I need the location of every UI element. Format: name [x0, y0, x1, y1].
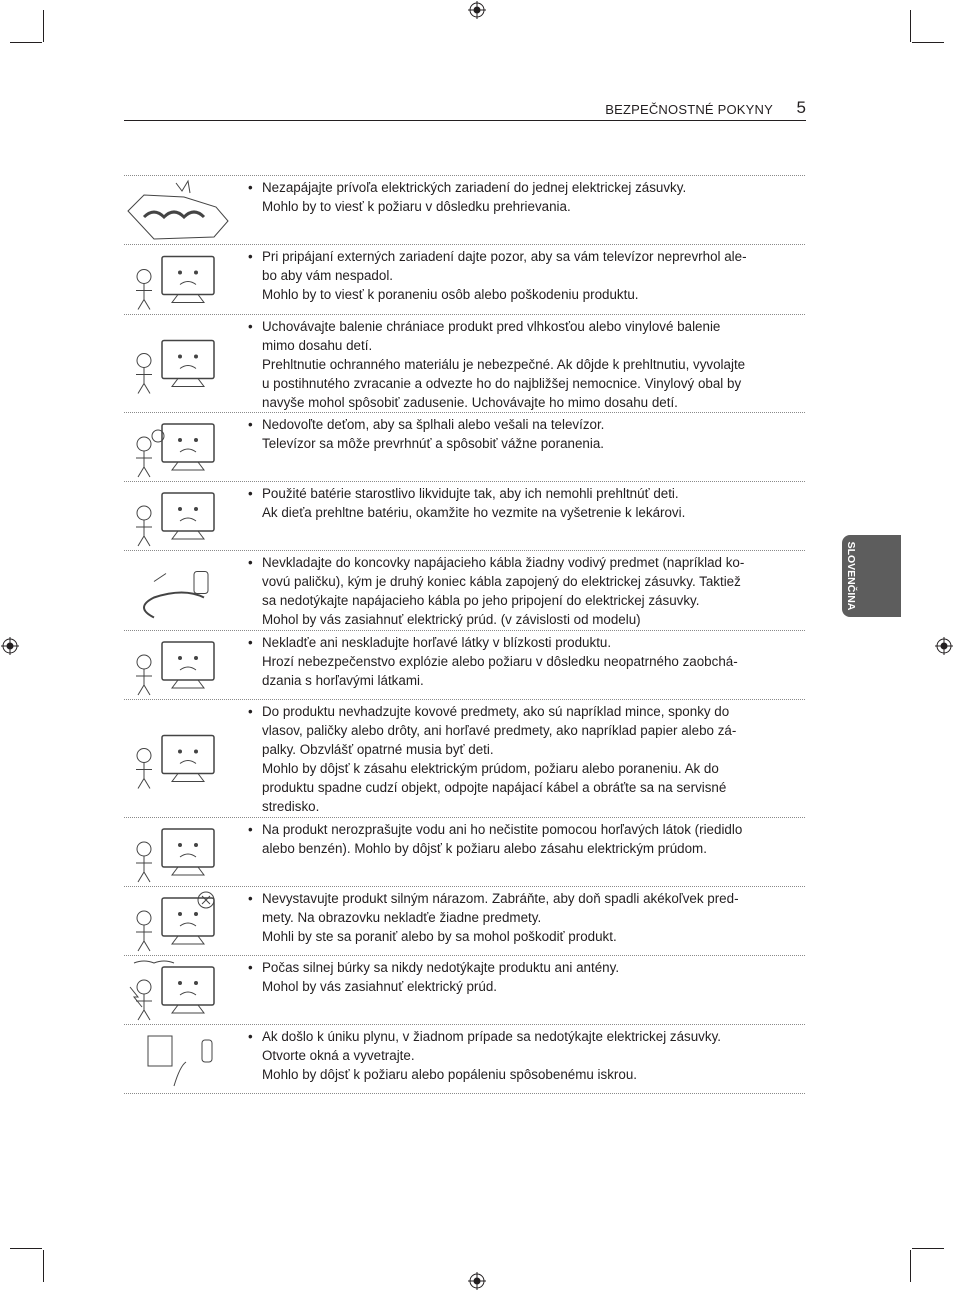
registration-mark-icon [468, 1272, 486, 1290]
instruction-text [248, 245, 805, 304]
instruction-line: u postihnutého zvracanie a odvezte ho do najbližšej nemocnice. Vinylový obal by [262, 376, 742, 392]
overloaded-outlet-icon [124, 176, 236, 244]
bullet-item [248, 247, 805, 304]
instruction-text [248, 413, 805, 453]
metal-objects-tv-icon [124, 700, 236, 817]
instruction-row [124, 550, 805, 630]
instruction-line: Prehltnutie ochranného materiálu je nebezpečné. Ak dôjde k prehltnutiu, vyvolajte [262, 357, 746, 373]
instruction-row [124, 175, 805, 244]
crop-mark [912, 42, 944, 43]
bullet-item [248, 633, 805, 690]
instruction-line: • Použité batérie starostlivo likvidujte tak, aby ich nemohli prehltnúť deti. [262, 486, 679, 501]
instruction-row [124, 412, 805, 481]
instruction-line: Mohlo by dôjsť k zásahu elektrickým prúdom, požiaru alebo poraneniu. Ak do [262, 761, 719, 777]
instruction-line: • Nevystavujte produkt silným nárazom. Zabráňte, aby doň spadli akékoľvek pred- [262, 891, 739, 906]
instruction-line: navyše mohol spôsobiť zadusenie. Uchovávajte ho mimo dosahu detí. [262, 395, 678, 411]
crop-mark [10, 42, 42, 43]
instruction-line: • Nekladťe ani neskladujte horľavé látky v blízkosti produktu. [262, 635, 612, 650]
instruction-line: Mohol by vás zasiahnuť elektrický prúd. [262, 979, 498, 995]
child-climbing-tv-icon [124, 413, 236, 481]
instruction-row [124, 314, 805, 412]
instruction-row [124, 1024, 805, 1094]
crop-mark [43, 1250, 44, 1282]
page-header [124, 98, 806, 121]
instruction-line: Mohlo by to viesť k poraneniu osôb alebo poškodeniu produktu. [262, 287, 639, 303]
instruction-row [124, 699, 805, 817]
language-tab-label: SLOVENČINA [845, 541, 857, 611]
bullet-item [248, 178, 805, 216]
bullet-item [248, 889, 805, 946]
instruction-row [124, 955, 805, 1024]
bullet-item [248, 1027, 805, 1084]
gas-leak-outlet-icon [124, 1025, 236, 1093]
instruction-line: stredisko. [262, 799, 320, 815]
power-cord-plug-icon [124, 551, 236, 630]
crop-mark [10, 1248, 42, 1249]
tv-tipping-child-icon [124, 245, 236, 314]
instruction-line: • Pri pripájaní externých zariadení dajte pozor, aby sa vám televízor neprevrhol ale- [262, 249, 747, 264]
section-title: BEZPEČNOSTNÉ POKYNY [605, 102, 773, 117]
instruction-row [124, 630, 805, 699]
registration-mark-icon [1, 637, 19, 655]
bullet-item [248, 702, 805, 817]
crop-mark [912, 1248, 944, 1249]
instruction-line: dzania s horľavými látkami. [262, 673, 424, 689]
instruction-text [248, 818, 805, 858]
instruction-line: sa nedotýkajte napájacieho kábla po jeho pripojení do elektrickej zásuvky. [262, 593, 700, 609]
bullet-item [248, 958, 805, 996]
crop-mark [910, 1250, 911, 1282]
instruction-line: Otvorte okná a vyvetrajte. [262, 1048, 415, 1064]
instruction-line: Hrozí nebezpečenstvo explózie alebo požiaru v dôsledku neopatrného zaobchá- [262, 654, 738, 670]
instruction-line: alebo benzén). Mohlo by dôjsť k požiaru alebo zásahu elektrickým prúdom. [262, 841, 707, 857]
packaging-child-icon [124, 315, 236, 412]
flammable-substance-icon [124, 631, 236, 699]
crop-mark [910, 10, 911, 42]
bullet-item [248, 820, 805, 858]
instruction-line: bo aby vám nespadol. [262, 268, 394, 284]
instruction-text [248, 956, 805, 996]
instruction-line: • Ak došlo k úniku plynu, v žiadnom prípade sa nedotýkajte elektrickej zásuvky. [262, 1029, 721, 1044]
instruction-line: mety. Na obrazovku nekladťe žiadne predmety. [262, 910, 542, 926]
instruction-text [248, 1025, 805, 1084]
instruction-line: palky. Obzvlášť opatrné musia byť deti. [262, 742, 494, 758]
instruction-text [248, 176, 805, 216]
safety-instructions-list [124, 175, 805, 1094]
battery-child-icon [124, 482, 236, 550]
instruction-line: Televízor sa môže prevrhnúť a spôsobiť vážne poranenia. [262, 436, 605, 452]
registration-mark-icon [468, 1, 486, 19]
instruction-line: • Do produktu nevhadzujte kovové predmety, ako sú napríklad mince, sponky do [262, 704, 730, 719]
instruction-line: • Nedovoľte deťom, aby sa šplhali alebo vešali na televízor. [262, 417, 605, 432]
instruction-line: • Uchovávajte balenie chrániace produkt pred vlhkosťou alebo vinylové balenie [262, 319, 721, 334]
instruction-line: vlasov, paličky alebo drôty, ani horľavé predmety, ako napríklad papier alebo zá- [262, 723, 737, 739]
language-tab [842, 535, 901, 617]
page-number: 5 [796, 98, 806, 117]
water-spray-tv-icon [124, 818, 236, 886]
instruction-line: Mohol by vás zasiahnuť elektrický prúd. (v závislosti od modelu) [262, 612, 641, 628]
instruction-line: • Počas silnej búrky sa nikdy nedotýkajte produktu ani antény. [262, 960, 620, 975]
instruction-line: produktu spadne cudzí objekt, odpojte napájací kábel a obráťte sa na servisné [262, 780, 727, 796]
instruction-line: • Nevkladajte do koncovky napájacieho kábla žiadny vodivý predmet (napríklad ko- [262, 555, 745, 570]
instruction-text [248, 887, 805, 946]
lightning-storm-tv-icon [124, 956, 236, 1024]
instruction-row [124, 886, 805, 955]
bullet-item [248, 415, 805, 453]
instruction-row [124, 481, 805, 550]
registration-mark-icon [935, 637, 953, 655]
instruction-text [248, 551, 805, 629]
bullet-item [248, 317, 805, 412]
instruction-line: • Nezapájajte prívoľa elektrických zariadení do jednej elektrickej zásuvky. [262, 180, 687, 195]
instruction-line: • Na produkt nerozprašujte vodu ani ho nečistite pomocou horľavých látok (riedidlo [262, 822, 743, 837]
instruction-text [248, 631, 805, 690]
instruction-line: Mohlo by to viesť k požiaru v dôsledku prehrievania. [262, 199, 571, 215]
instruction-text [248, 315, 805, 412]
instruction-line: Mohlo by dôjsť k požiaru alebo popáleniu spôsobenému iskrou. [262, 1067, 637, 1083]
instruction-line: Ak dieťa prehltne batériu, okamžite ho vezmite na vyšetrenie k lekárovi. [262, 505, 686, 521]
instruction-line: mimo dosahu detí. [262, 338, 373, 354]
instruction-row [124, 817, 805, 886]
instruction-line: Mohli by ste sa poraniť alebo by sa mohol poškodiť produkt. [262, 929, 617, 945]
bullet-item [248, 484, 805, 522]
bullet-item [248, 553, 805, 629]
instruction-row [124, 244, 805, 314]
crop-mark [43, 10, 44, 42]
instruction-text [248, 482, 805, 522]
instruction-text [248, 700, 805, 817]
instruction-line: vovú paličku), kým je druhý koniec kábla zapojený do elektrickej zásuvky. Taktiež [262, 574, 741, 590]
ball-impact-tv-icon [124, 887, 236, 955]
